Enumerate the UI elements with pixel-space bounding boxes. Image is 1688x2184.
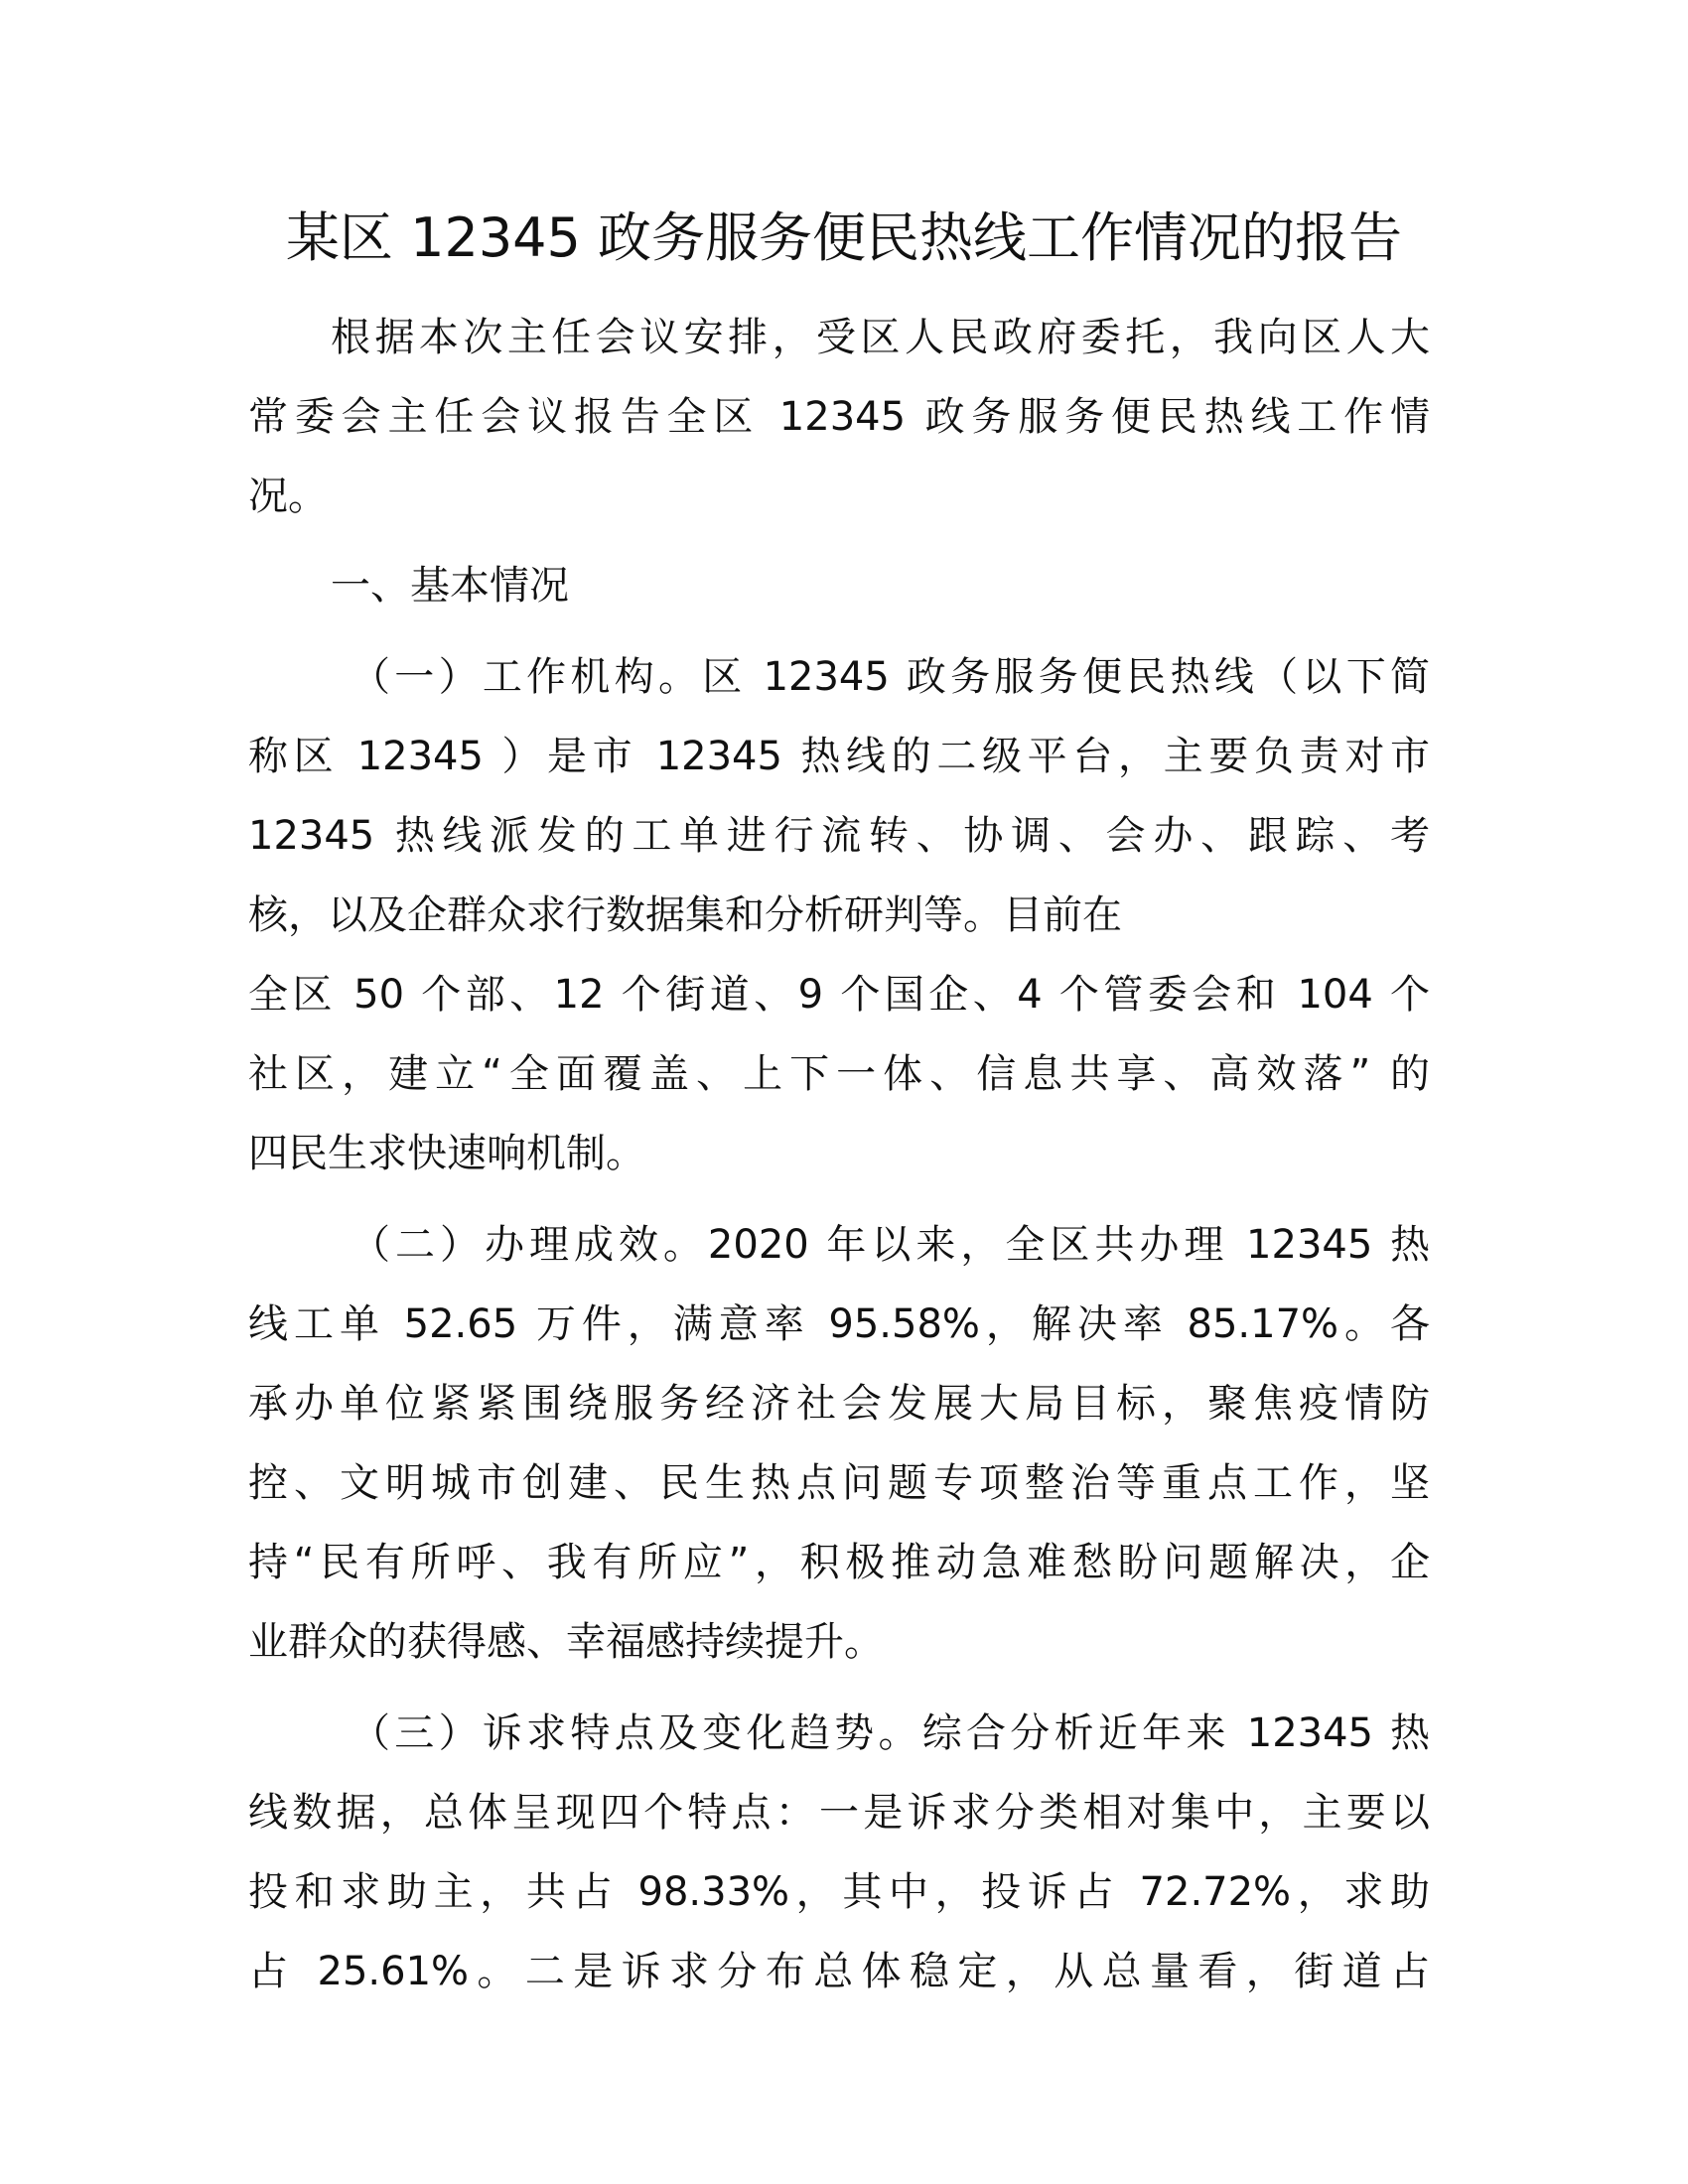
paragraph-line: 承办单位紧紧围绕服务经济社会发展大局目标，聚焦疫情防 — [248, 1381, 1430, 1427]
paragraph-line: 称区 12345 ）是市 12345 热线的二级平台，主要负责对市 — [248, 734, 1430, 779]
paragraph-line: 占 25.61%。二是诉求分布总体稳定，从总量看，街道占 — [248, 1949, 1430, 1994]
paragraph-line: （二）办理成效。2020 年以来，全区共办理 12345 热 — [351, 1222, 1430, 1268]
paragraph-line: 常委会主任会议报告全区 12345 政务服务便民热线工作情 — [248, 394, 1430, 440]
paragraph-line: 控、文明城市创建、民生热点问题专项整治等重点工作，坚 — [248, 1460, 1430, 1506]
paragraph-line: 线数据，总体呈现四个特点：一是诉求分类相对集中，主要以 — [248, 1790, 1430, 1836]
paragraph-line: 况。 — [248, 474, 328, 519]
paragraph-line: （三）诉求特点及变化趋势。综合分析近年来 12345 热 — [351, 1710, 1430, 1756]
paragraph-line: 四民生求快速响机制。 — [248, 1131, 645, 1176]
paragraph-line: 持“民有所呼、我有所应”，积极推动急难愁盼问题解决，企 — [248, 1540, 1430, 1585]
paragraph-line: 核，以及企群众求行数据集和分析研判等。目前在 — [248, 892, 1122, 938]
paragraph-line: 全区 50 个部、12 个街道、9 个国企、4 个管委会和 104 个 — [248, 972, 1430, 1018]
paragraph-line: 根据本次主任会议安排，受区人民政府委托，我向区人大 — [331, 315, 1430, 360]
paragraph-line: 社区，建立“全面覆盖、上下一体、信息共享、高效落” 的 — [248, 1051, 1430, 1097]
section-heading: 一、基本情况 — [331, 563, 569, 609]
paragraph-line: 投和求助主，共占 98.33%，其中，投诉占 72.72%，求助 — [248, 1869, 1430, 1915]
document-title: 某区 12345 政务服务便民热线工作情况的报告 — [285, 206, 1403, 269]
paragraph-line: （一）工作机构。区 12345 政务服务便民热线（以下简 — [351, 654, 1430, 700]
paragraph-line: 业群众的获得感、幸福感持续提升。 — [248, 1619, 884, 1665]
paragraph-line: 线工单 52.65 万件，满意率 95.58%，解决率 85.17%。各 — [248, 1301, 1430, 1347]
paragraph-line: 12345 热线派发的工单进行流转、协调、会办、跟踪、考 — [248, 813, 1430, 859]
